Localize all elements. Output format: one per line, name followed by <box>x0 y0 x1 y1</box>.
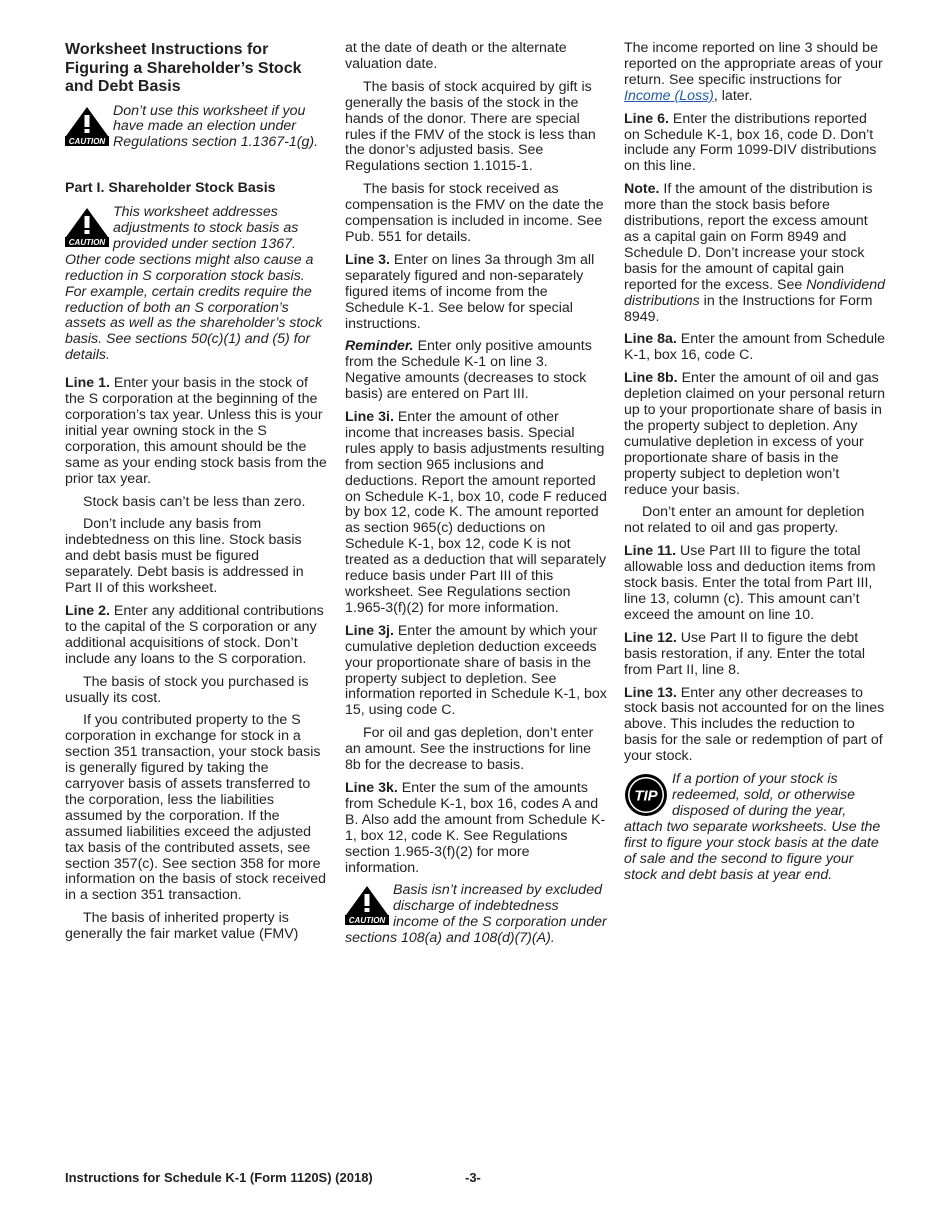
column-1 <box>65 41 327 950</box>
line8a-paragraph: Line 8a. Enter the amount from Schedule K-1, box 16, code C. <box>624 331 886 364</box>
tip-icon <box>624 773 668 817</box>
caution-note <box>345 883 607 947</box>
paragraph: The basis of stock acquired by gift is generally the basis of the stock in the hands of the donor. There are special rules if the FMV of the stock is less than the donor’s adjusted basis. See Regulations section 1.1015-1. <box>345 78 596 175</box>
caution-note <box>65 104 327 152</box>
column-3 <box>624 41 886 895</box>
line13-paragraph: Line 13. Enter any other decreases to stock basis not accounted for on the lines above. This includes the reduction to basis for the sale or redemption of part of your stock. <box>624 684 885 765</box>
caution-icon <box>65 106 109 146</box>
caution-note <box>65 205 327 364</box>
worksheet-heading: Worksheet Instructions for Figuring a Shareholder’s Stock and Debt Basis <box>65 41 302 95</box>
line2-paragraph: Line 2. Enter any additional contributions to the capital of the S corporation or any additional acquisitions of stock. Don’t include any loans to the S corporation. <box>65 602 324 667</box>
paragraph: Don’t enter an amount for depletion not related to oil and gas property. <box>624 504 865 537</box>
caution-text: Don’t use this worksheet if you have made an election under Regulations section 1.1367-1(g). <box>113 102 319 151</box>
paragraph: The basis of stock you purchased is usually its cost. <box>65 673 309 706</box>
income-loss-link[interactable]: Income (Loss) <box>624 87 714 104</box>
note-paragraph: Note. If the amount of the distribution is more than the stock basis before distributions, report the excess amount as a capital gain on Form 8949 and Schedule D. Don’t increase your stock basis for the amount of capital gain reported for the excess. See Nondividend distributions in the Instructions for Form 8949. <box>624 181 886 325</box>
line3k-paragraph: Line 3k. Enter the sum of the amounts from Schedule K-1, box 16, codes A and B. Also add the amount from Schedule K-1, box 12, code K. See Regulations section 1.965-3(f)(2) for more information. <box>345 779 606 876</box>
tip-note <box>624 772 886 883</box>
line3-paragraph: Line 3. Enter on lines 3a through 3m all separately figured and non-separately figured items of income from the Schedule K-1. See below for special instructions. <box>345 251 595 332</box>
paragraph: The basis for stock received as compensation is the FMV on the date the compensation is included in income. See Pub. 551 for details. <box>345 181 604 245</box>
svg-text:CAUTION: CAUTION <box>68 136 106 146</box>
paragraph: Stock basis can’t be less than zero. <box>83 493 306 510</box>
caution-icon <box>65 207 109 247</box>
caution-text: This worksheet addresses adjustments to stock basis as provided under section 1367. Other code sections might also cause a reduction in S corporation stock basis. For example, certain credits require the reduction of both an S corporation’s assets as well as the shareholder’s stock basis. See sections 50(c)(1) and (5) for details. <box>65 204 323 364</box>
paragraph: at the date of death or the alternate valuation date. <box>345 40 567 72</box>
line12-paragraph: Line 12. Use Part II to figure the debt basis restoration, if any. Enter the total from Part II, line 8. <box>624 629 866 678</box>
paragraph: If you contributed property to the S corporation in exchange for stock in a section 351 transaction, your stock basis is generally figured by taking the carryover basis of assets transferred to the corporation, less the liabilities assumed by the corporation. If the assumed liabilities exceed the adjusted tax basis of the contributed assets, see section 357(c). See section 358 for more information on the basis of stock received in a section 351 transaction. <box>65 712 327 904</box>
caution-icon <box>345 885 389 925</box>
svg-text:CAUTION: CAUTION <box>348 916 386 926</box>
svg-text:TIP: TIP <box>634 787 658 805</box>
paragraph: Don’t include any basis from indebtedness on this line. Stock basis and debt basis must be figured separately. Debt basis is addressed in Part II of this worksheet. <box>65 516 304 597</box>
paragraph: The basis of inherited property is generally the fair market value (FMV) <box>65 910 299 943</box>
svg-text:CAUTION: CAUTION <box>68 238 106 248</box>
line3i-paragraph: Line 3i. Enter the amount of other income that increases basis. Special rules apply to basis adjustments resulting from section 965 inclusions and deductions. Report the amount reported on Schedule K-1, box 10, code F reduced by box 12, code K. The amount reported as section 965(c) deductions on Schedule K-1, box 12, code K is not treated as a deduction that will separately reduce basis under Part III of this worksheet. See Regulations section 1.965-3(f)(2) for more information. <box>345 409 607 616</box>
line3j-paragraph: Line 3j. Enter the amount by which your cumulative depletion deduction exceeds your proportionate share of basis in the property subject to depletion. See information reported in Schedule K-1, box 15, using code C. <box>345 622 607 719</box>
paragraph: For oil and gas depletion, don’t enter an amount. See the instructions for line 8b for the decrease to basis. <box>345 725 594 774</box>
footer-title: Instructions for Schedule K-1 (Form 1120S) (2018) <box>65 1170 373 1185</box>
line6-paragraph: Line 6. Enter the distributions reported on Schedule K-1, box 16, code D. Don’t include any Form 1099-DIV distributions on this line. <box>624 110 877 175</box>
line11-paragraph: Line 11. Use Part III to figure the total allowable loss and deduction items from stock basis. Enter the total from Part III, line 13, column (c). This amount can’t exceed the amount on line 10. <box>624 543 876 623</box>
tip-text: If a portion of your stock is redeemed, sold, or otherwise disposed of during the year, attach two separate worksheets. Use the first to figure your stock basis at the date of sale and the second to figure your stock and debt basis at year end. <box>624 771 881 883</box>
caution-text: Basis isn’t increased by excluded discharge of indebtedness income of the S corporation under sections 108(a) and 108(d)(7)(A). <box>345 882 607 947</box>
page-number: -3- <box>465 1170 481 1185</box>
column-2 <box>345 41 607 959</box>
line8b-paragraph: Line 8b. Enter the amount of oil and gas depletion claimed on your personal return up to your proportionate share of basis in the property subject to depletion. Any cumulative depletion in excess of your proportionate share of basis in the property subject to depletion won’t reduce your basis. <box>624 370 886 498</box>
reminder-paragraph: Reminder. Enter only positive amounts from the Schedule K-1 on line 3. Negative amounts (decreases to stock basis) are entered on Part III. <box>345 338 592 403</box>
line1-paragraph: Line 1. Enter your basis in the stock of the S corporation at the beginning of the corporation’s tax year. Unless this is your initial year owning stock in the S corporation, this amount should be the same as your ending stock basis from the prior tax year. <box>65 375 327 487</box>
part1-heading: Part I. Shareholder Stock Basis <box>65 180 276 197</box>
paragraph: The income reported on line 3 should be reported on the appropriate areas of your return. See specific instructions for Income (Loss), later. <box>624 40 883 104</box>
